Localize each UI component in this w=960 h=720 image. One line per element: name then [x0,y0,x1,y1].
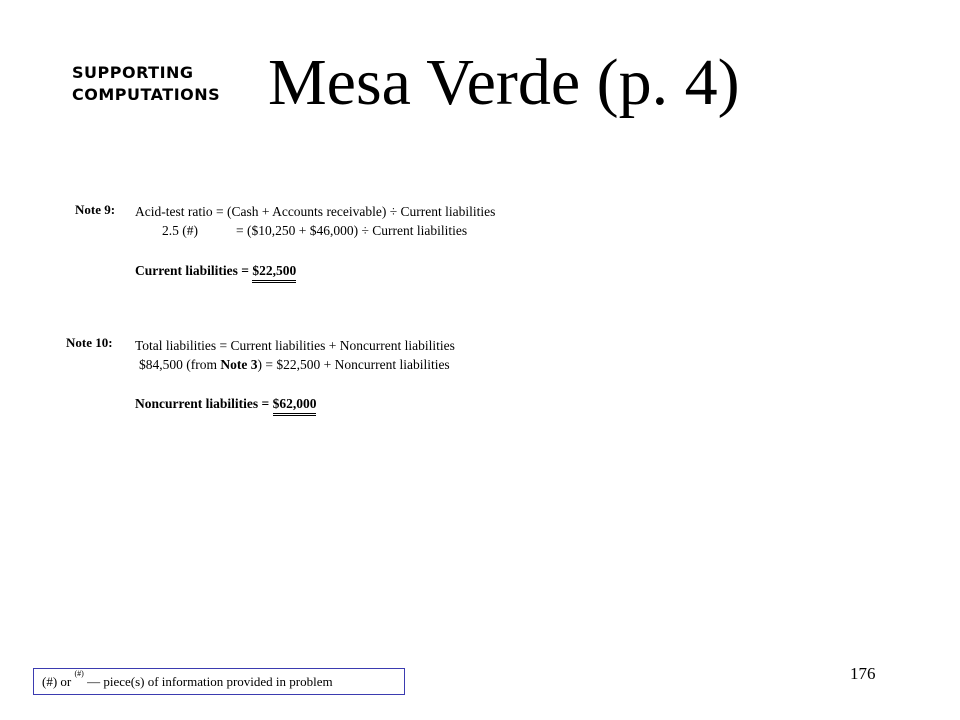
note-9-equation-line-2-right: = ($10,250 + $46,000) ÷ Current liabilities [236,223,468,238]
legend-box [33,668,405,695]
subtitle-line-2: COMPUTATIONS [72,85,221,104]
note-9-label: Note 9: [75,202,116,217]
note-9-result [135,262,296,280]
note-9-equation-line-2-left: 2.5 (#) [162,223,198,238]
page-title: Mesa Verde (p. 4) [268,46,740,119]
note-9-result-value: $22,500 [252,263,296,283]
legend-text: — piece(s) of information provided in problem [83,674,333,689]
note-10-result-value: $62,000 [273,396,317,416]
note-10-note-3-ref: Note 3 [220,357,258,372]
note-10-line-2-post: ) = $22,500 + Noncurrent liabilities [257,357,450,372]
note-10-result [135,395,316,413]
note-9-result-label: Current liabilities = [135,263,253,278]
section-subtitle [72,62,220,106]
legend-symbol: (#) [42,674,58,689]
note-10-equation-line-2 [139,356,450,374]
legend-superscript: (#) [74,669,84,678]
note-10-line-2-pre: $84,500 (from [139,357,221,372]
page-number: 176 [850,664,876,683]
note-9-equation-line-1: Acid-test ratio = (Cash + Accounts receivable) ÷ Current liabilities [135,204,496,219]
note-10-equation-line-1: Total liabilities = Current liabilities + Noncurrent liabilities [135,338,455,353]
legend-or: or [57,674,75,689]
note-10-result-label: Noncurrent liabilities = [135,396,273,411]
subtitle-line-1: SUPPORTING [72,63,194,82]
note-10-label: Note 10: [66,335,113,350]
